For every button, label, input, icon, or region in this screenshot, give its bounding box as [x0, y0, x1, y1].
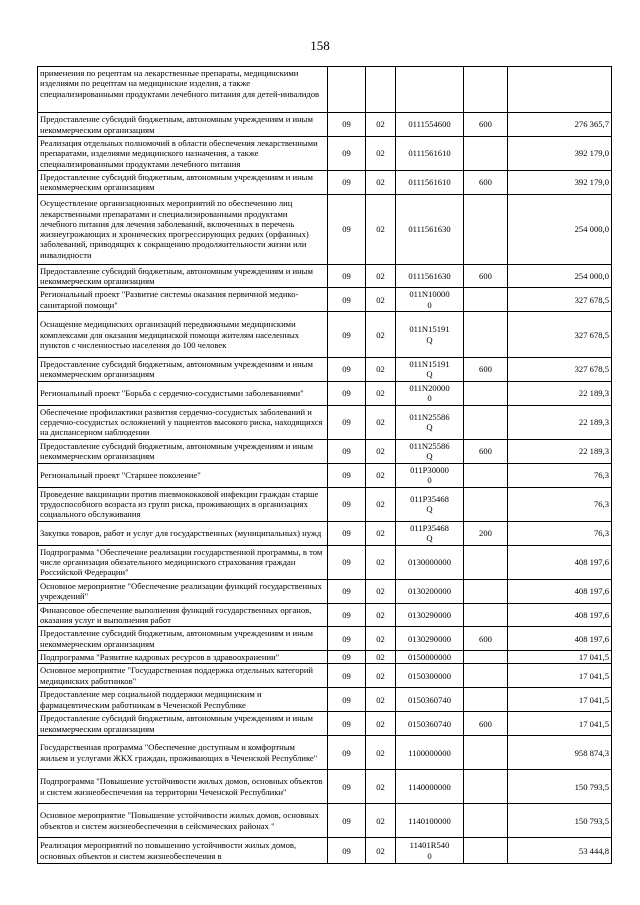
amount-cell: 17 041,5 [508, 664, 612, 688]
subsection-code-cell: 02 [366, 521, 396, 545]
target-article-cell: 011N25586 Q [396, 405, 464, 439]
subsection-code-cell: 02 [366, 288, 396, 312]
row-name-cell: Предоставление субсидий бюджетным, автономным учреждениям и иным некоммерческим организациям [38, 627, 328, 651]
table-row [38, 405, 612, 439]
target-article-cell: 011P35468 Q [396, 487, 464, 521]
subsection-code-cell: 02 [366, 712, 396, 736]
amount-cell: 150 793,5 [508, 770, 612, 804]
section-code-cell: 09 [328, 358, 366, 382]
target-article-cell: 11401R540 0 [396, 838, 464, 864]
amount-cell: 17 041,5 [508, 688, 612, 712]
target-article-cell: 0111561610 [396, 171, 464, 195]
row-name-cell: Реализация мероприятий по повышению устойчивости жилых домов, основных объектов и систем жизнеобеспечения в [38, 838, 328, 864]
subsection-code-cell: 02 [366, 688, 396, 712]
expense-type-cell: 200 [464, 521, 508, 545]
target-article-cell: 1140000000 [396, 770, 464, 804]
table-row [38, 439, 612, 463]
subsection-code-cell: 02 [366, 545, 396, 579]
budget-table-body [38, 67, 612, 864]
table-row [38, 463, 612, 487]
row-name-cell: Закупка товаров, работ и услуг для государственных (муниципальных) нужд [38, 521, 328, 545]
expense-type-cell [464, 137, 508, 171]
row-name-cell: Государственная программа "Обеспечение доступным и комфортным жильем и услугами ЖКХ граждан, проживающих в Чеченской Республике" [38, 736, 328, 770]
amount-cell: 53 444,8 [508, 838, 612, 864]
target-article-cell: 011P30000 0 [396, 463, 464, 487]
table-row [38, 688, 612, 712]
subsection-code-cell: 02 [366, 804, 396, 838]
target-article-cell: 0130200000 [396, 579, 464, 603]
section-code-cell: 09 [328, 487, 366, 521]
subsection-code-cell: 02 [366, 113, 396, 137]
target-article-cell: 0111561630 [396, 194, 464, 264]
row-name-cell: Региональный проект "Борьба с сердечно-сосудистыми заболеваниями" [38, 381, 328, 405]
table-row [38, 838, 612, 864]
table-row [38, 288, 612, 312]
section-code-cell: 09 [328, 545, 366, 579]
amount-cell: 150 793,5 [508, 804, 612, 838]
expense-type-cell [464, 736, 508, 770]
subsection-code-cell: 02 [366, 171, 396, 195]
amount-cell: 22 189,3 [508, 405, 612, 439]
subsection-code-cell [366, 67, 396, 113]
row-name-cell: Подпрограмма "Повышение устойчивости жилых домов, основных объектов и систем жизнеобеспечения на территории Чеченской Республики" [38, 770, 328, 804]
subsection-code-cell: 02 [366, 381, 396, 405]
subsection-code-cell: 02 [366, 312, 396, 358]
table-row [38, 804, 612, 838]
expense-type-cell [464, 405, 508, 439]
section-code-cell [328, 67, 366, 113]
target-article-cell: 0150360740 [396, 712, 464, 736]
row-name-cell: Предоставление субсидий бюджетным, автономным учреждениям и иным некоммерческим организациям [38, 439, 328, 463]
row-name-cell: Региональный проект "Развитие системы оказания первичной медико-санитарной помощи" [38, 288, 328, 312]
target-article-cell: 0111561610 [396, 137, 464, 171]
table-row [38, 603, 612, 627]
amount-cell: 254 000,0 [508, 194, 612, 264]
amount-cell: 958 874,3 [508, 736, 612, 770]
subsection-code-cell: 02 [366, 770, 396, 804]
table-row [38, 712, 612, 736]
section-code-cell: 09 [328, 381, 366, 405]
target-article-cell: 0150300000 [396, 664, 464, 688]
target-article-cell: 0150360740 [396, 688, 464, 712]
amount-cell: 22 189,3 [508, 381, 612, 405]
subsection-code-cell: 02 [366, 838, 396, 864]
subsection-code-cell: 02 [366, 439, 396, 463]
subsection-code-cell: 02 [366, 137, 396, 171]
target-article-cell: 0150000000 [396, 650, 464, 663]
row-name-cell: Реализация отдельных полномочий в области обеспечения лекарственными препаратами, изделиями медицинского назначения, а также специализированными продуктами лечебного питания [38, 137, 328, 171]
section-code-cell: 09 [328, 712, 366, 736]
subsection-code-cell: 02 [366, 358, 396, 382]
section-code-cell: 09 [328, 405, 366, 439]
section-code-cell: 09 [328, 650, 366, 663]
row-name-cell: Предоставление мер социальной поддержки медицинским и фармацевтическим работникам в Чеченской Республике [38, 688, 328, 712]
amount-cell [508, 67, 612, 113]
expense-type-cell [464, 770, 508, 804]
table-row [38, 113, 612, 137]
row-name-cell: Финансовое обеспечение выполнения функций государственных органов, оказания услуг и выполнения работ [38, 603, 328, 627]
section-code-cell: 09 [328, 736, 366, 770]
subsection-code-cell: 02 [366, 405, 396, 439]
expense-type-cell [464, 688, 508, 712]
amount-cell: 17 041,5 [508, 712, 612, 736]
table-row [38, 358, 612, 382]
target-article-cell: 0130000000 [396, 545, 464, 579]
table-row [38, 521, 612, 545]
section-code-cell: 09 [328, 312, 366, 358]
target-article-cell [396, 67, 464, 113]
row-name-cell: Оснащение медицинских организаций передвижными медицинскими комплексами для оказания медицинской помощи жителям населенных пунктов с численностью населения до 100 человек [38, 312, 328, 358]
expense-type-cell [464, 650, 508, 663]
expense-type-cell: 600 [464, 439, 508, 463]
budget-table [37, 66, 612, 864]
section-code-cell: 09 [328, 838, 366, 864]
expense-type-cell [464, 804, 508, 838]
row-name-cell: Предоставление субсидий бюджетным, автономным учреждениям и иным некоммерческим организациям [38, 264, 328, 288]
amount-cell: 76,3 [508, 463, 612, 487]
subsection-code-cell: 02 [366, 194, 396, 264]
table-row [38, 312, 612, 358]
subsection-code-cell: 02 [366, 650, 396, 663]
amount-cell: 408 197,6 [508, 627, 612, 651]
amount-cell: 327 678,5 [508, 312, 612, 358]
expense-type-cell [464, 579, 508, 603]
target-article-cell: 1100000000 [396, 736, 464, 770]
table-row [38, 67, 612, 113]
expense-type-cell: 600 [464, 712, 508, 736]
row-name-cell: Основное мероприятие "Повышение устойчивости жилых домов, основных объектов и систем жизнеобеспечения в сейсмических районах " [38, 804, 328, 838]
row-name-cell: Предоставление субсидий бюджетным, автономным учреждениям и иным некоммерческим организациям [38, 171, 328, 195]
table-row [38, 194, 612, 264]
row-name-cell: применения по рецептам на лекарственные препараты, медицинскими изделиями по рецептам на медицинские изделия, а также специализированными продуктами лечебного питания для детей-инвалидов [38, 67, 328, 113]
amount-cell: 22 189,3 [508, 439, 612, 463]
row-name-cell: Осуществление организационных мероприятий по обеспечению лиц лекарственными препаратами и специализированными продуктами лечебного питания для лечения заболеваний, включенных в перечень жизнеугрожающих и хронических прогрессирующих редких (орфанных) заболеваний, приводящих к сокращению продолжительности жизни или инвалидности [38, 194, 328, 264]
target-article-cell: 0130290000 [396, 627, 464, 651]
subsection-code-cell: 02 [366, 736, 396, 770]
expense-type-cell [464, 194, 508, 264]
section-code-cell: 09 [328, 603, 366, 627]
section-code-cell: 09 [328, 579, 366, 603]
page-number: 158 [310, 38, 330, 53]
table-row [38, 627, 612, 651]
section-code-cell: 09 [328, 288, 366, 312]
expense-type-cell [464, 463, 508, 487]
target-article-cell: 011N20000 0 [396, 381, 464, 405]
amount-cell: 392 179,0 [508, 171, 612, 195]
amount-cell: 392 179,0 [508, 137, 612, 171]
table-row [38, 664, 612, 688]
amount-cell: 408 197,6 [508, 579, 612, 603]
expense-type-cell [464, 603, 508, 627]
row-name-cell: Региональный проект "Старшее поколение" [38, 463, 328, 487]
table-row [38, 650, 612, 663]
table-row [38, 171, 612, 195]
amount-cell: 76,3 [508, 487, 612, 521]
expense-type-cell [464, 545, 508, 579]
expense-type-cell: 600 [464, 264, 508, 288]
table-row [38, 579, 612, 603]
target-article-cell: 011N10000 0 [396, 288, 464, 312]
row-name-cell: Проведение вакцинации против пневмококковой инфекции граждан старше трудоспособного возраста из групп риска, проживающих в организациях социального обслуживания [38, 487, 328, 521]
section-code-cell: 09 [328, 664, 366, 688]
expense-type-cell: 600 [464, 358, 508, 382]
row-name-cell: Предоставление субсидий бюджетным, автономным учреждениям и иным некоммерческим организациям [38, 113, 328, 137]
table-row [38, 545, 612, 579]
amount-cell: 17 041,5 [508, 650, 612, 663]
expense-type-cell [464, 67, 508, 113]
table-row [38, 137, 612, 171]
row-name-cell: Основное мероприятие "Обеспечение реализации функций государственных учреждений" [38, 579, 328, 603]
subsection-code-cell: 02 [366, 627, 396, 651]
subsection-code-cell: 02 [366, 487, 396, 521]
target-article-cell: 011N25586 Q [396, 439, 464, 463]
table-row [38, 487, 612, 521]
expense-type-cell [464, 664, 508, 688]
target-article-cell: 011N15191 Q [396, 312, 464, 358]
expense-type-cell [464, 838, 508, 864]
section-code-cell: 09 [328, 521, 366, 545]
section-code-cell: 09 [328, 627, 366, 651]
section-code-cell: 09 [328, 137, 366, 171]
subsection-code-cell: 02 [366, 579, 396, 603]
section-code-cell: 09 [328, 688, 366, 712]
expense-type-cell [464, 381, 508, 405]
amount-cell: 408 197,6 [508, 545, 612, 579]
subsection-code-cell: 02 [366, 664, 396, 688]
section-code-cell: 09 [328, 439, 366, 463]
amount-cell: 327 678,5 [508, 358, 612, 382]
target-article-cell: 0111561630 [396, 264, 464, 288]
expense-type-cell: 600 [464, 171, 508, 195]
target-article-cell: 011N15191 Q [396, 358, 464, 382]
row-name-cell: Предоставление субсидий бюджетным, автономным учреждениям и иным некоммерческим организациям [38, 712, 328, 736]
expense-type-cell [464, 487, 508, 521]
section-code-cell: 09 [328, 463, 366, 487]
amount-cell: 327 678,5 [508, 288, 612, 312]
expense-type-cell: 600 [464, 113, 508, 137]
subsection-code-cell: 02 [366, 264, 396, 288]
amount-cell: 276 365,7 [508, 113, 612, 137]
target-article-cell: 1140100000 [396, 804, 464, 838]
target-article-cell: 0130290000 [396, 603, 464, 627]
table-row [38, 264, 612, 288]
amount-cell: 408 197,6 [508, 603, 612, 627]
section-code-cell: 09 [328, 264, 366, 288]
table-row [38, 770, 612, 804]
section-code-cell: 09 [328, 804, 366, 838]
table-row [38, 736, 612, 770]
target-article-cell: 0111554600 [396, 113, 464, 137]
row-name-cell: Подпрограмма "Развитие кадровых ресурсов в здравоохранении" [38, 650, 328, 663]
row-name-cell: Подпрограмма "Обеспечение реализации государственной программы, в том числе организация обязательного медицинского страхования граждан Российской Федерации" [38, 545, 328, 579]
expense-type-cell [464, 288, 508, 312]
section-code-cell: 09 [328, 194, 366, 264]
expense-type-cell: 600 [464, 627, 508, 651]
row-name-cell: Предоставление субсидий бюджетным, автономным учреждениям и иным некоммерческим организациям [38, 358, 328, 382]
section-code-cell: 09 [328, 113, 366, 137]
subsection-code-cell: 02 [366, 463, 396, 487]
subsection-code-cell: 02 [366, 603, 396, 627]
amount-cell: 254 000,0 [508, 264, 612, 288]
table-row [38, 381, 612, 405]
amount-cell: 76,3 [508, 521, 612, 545]
expense-type-cell [464, 312, 508, 358]
target-article-cell: 011P35468 Q [396, 521, 464, 545]
row-name-cell: Основное мероприятие "Государственная поддержка отдельных категорий медицинских работников" [38, 664, 328, 688]
row-name-cell: Обеспечение профилактики развития сердечно-сосудистых заболеваний и сердечно-сосудистых осложнений у пациентов высокого риска, находящихся на диспансерном наблюдении [38, 405, 328, 439]
section-code-cell: 09 [328, 171, 366, 195]
section-code-cell: 09 [328, 770, 366, 804]
